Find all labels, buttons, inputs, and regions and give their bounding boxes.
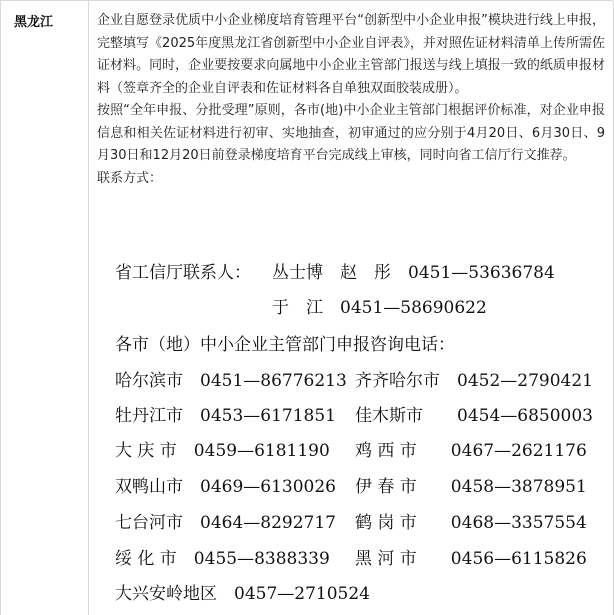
province-contact-label: 省工信厅联系人：	[115, 263, 251, 283]
province-contact-1: 丛士博 赵 彤 0451—53636784	[272, 263, 555, 283]
city-phone-left: 绥 化 市 0455—8388339	[115, 549, 330, 569]
city-phone-last: 大兴安岭地区 0457—2710524	[115, 584, 370, 604]
city-phone-right: 齐齐哈尔市 0452—2790421	[355, 371, 593, 391]
region-label: 黑龙江	[14, 15, 54, 30]
city-phone-right: 鹤 岗 市 0468—3357554	[355, 513, 587, 533]
column-divider	[88, 1, 89, 615]
paragraph-review: 按照“全年申报、分批受理”原则，各市(地)中小企业主管部门根据评价标准，对企业申报信息和相关佐证材料进行初审、实地抽查，初审通过的应分别于4月20日、6月30日、9月30日和12月20日前登录梯度培育平台完成线上审核，同时向省工信厅行文推荐。	[97, 103, 605, 163]
city-phone-right: 黑 河 市 0456—6115826	[355, 549, 587, 569]
city-phone-left: 七台河市 0464—8292717	[115, 513, 336, 533]
city-header: 各市（地）中小企业主管部门申报咨询电话：	[115, 335, 455, 355]
content-cell	[97, 10, 605, 190]
city-phone-left: 双鸭山市 0469—6130026	[115, 477, 336, 497]
paragraph-application: 企业自愿登录优质中小企业梯度培育管理平台“创新型中小企业申报”模块进行线上申报，完整填写《2025年度黑龙江省创新型中小企业自评表》，并对照佐证材料清单上传所需佐证材料。同时，企业要按要求向属地中小企业主管部门报送与线上填报一致的纸质申报材料（签章齐全的企业自评表和佐证材料各自单独双面胶装成册）。	[97, 13, 605, 96]
city-phone-right: 伊 春 市 0458—3878951	[355, 477, 587, 497]
province-contact-2: 于 江 0451—58690622	[272, 298, 487, 318]
city-phone-right: 佳木斯市 0454—6850003	[355, 406, 593, 426]
city-phone-left: 大 庆 市 0459—6181190	[115, 441, 330, 461]
city-phone-left: 牡丹江市 0453—6171851	[115, 406, 336, 426]
contact-scan-image	[97, 256, 609, 611]
contact-label: 联系方式：	[97, 170, 163, 186]
city-phone-left: 哈尔滨市 0451—86776213	[115, 371, 347, 391]
city-phone-right: 鸡 西 市 0467—2621176	[355, 441, 587, 461]
